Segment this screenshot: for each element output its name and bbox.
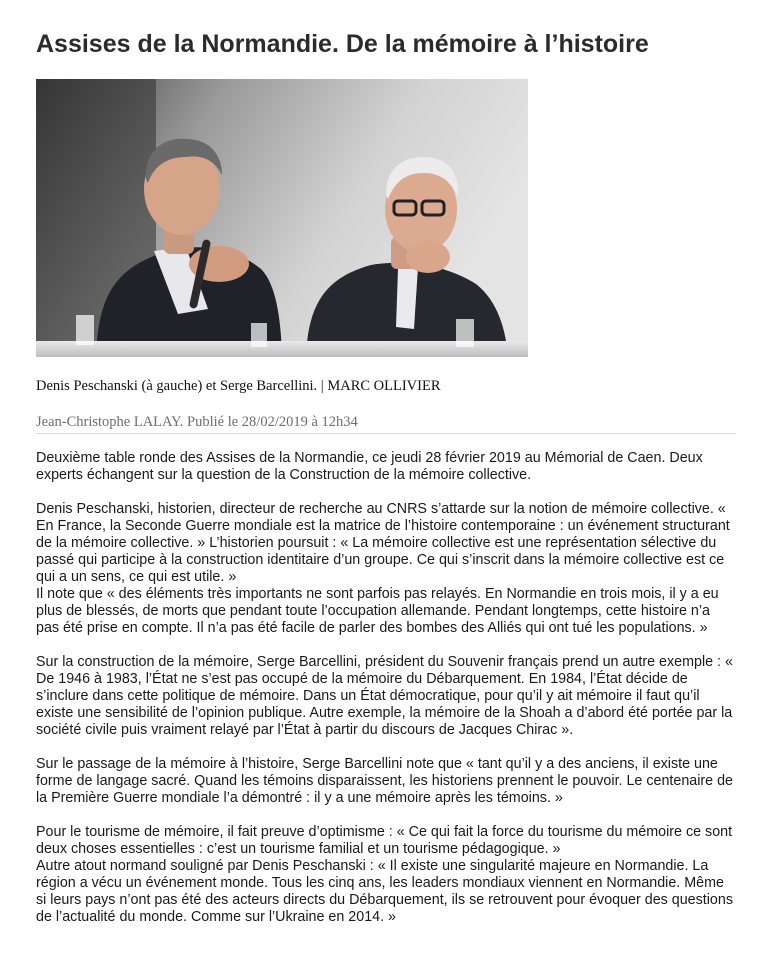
article-paragraph: Denis Peschanski, historien, directeur de recherche au CNRS s’attarde sur la notion de mémoire collective. « En France, la Seconde Guerre mondiale est la matrice de l’histoire contemporaine : un événement structurant de la mémoire collective. » L’historien poursuit : « La mémoire collective est une représentation sélective du passé qui participe à la construction identitaire d’un groupe. Ce qui s’inscrit dans la mémoire collective est ce qui a un sens, ce qui est utile. » (36, 501, 730, 585)
paragraph-spacer (36, 484, 736, 501)
article-body (36, 450, 736, 926)
article-paragraph: Pour le tourisme de mémoire, il fait preuve d’optimisme : « Ce qui fait la force du tourisme du mémoire ce sont deux choses essentielles : c’est un tourisme familial et un tourisme pédagogique. » (36, 824, 733, 857)
article-paragraph: Sur la construction de la mémoire, Serge Barcellini, président du Souvenir français prend un autre exemple : « De 1946 à 1983, l’État ne s’est pas occupé de la mémoire du Débarquement. En 1984, l’État décide de s’inclure dans cette politique de mémoire. Dans un État démocratique, pour qu’il y ait mémoire il faut qu’il existe une sensibilité de l’opinion publique. Autre exemple, la mémoire de la Shoah a d’abord été portée par la société civile puis vraiment relayé par l’État à partir du discours de Jacques Chirac ». (36, 654, 733, 738)
article-paragraph: Il note que « des éléments très importants ne sont parfois pas relayés. En Normandie en trois mois, il y a eu plus de blessés, de morts que pendant toute l’occupation allemande. Pendant longtemps, cette histoire n’a pas été prise en compte. Il n’a pas été facile de parler des bombes des Alliés qui ont tué les populations. » (36, 586, 719, 636)
article-byline: Jean-Christophe LALAY. Publié le 28/02/2019 à 12h34 (36, 413, 736, 434)
photo-caption: Denis Peschanski (à gauche) et Serge Barcellini. | MARC OLLIVIER (36, 378, 441, 394)
article-paragraph: Autre atout normand souligné par Denis Peschanski : « Il existe une singularité majeure en Normandie. La région a vécu un événement monde. Tous les cinq ans, les leaders mondiaux viennent en Normandie. Même si leurs pays n’ont pas été des acteurs directs du Débarquement, ils se retrouvent pour évoquer des questions de l’actualité du monde. Comme sur l’Ukraine en 2014. » (36, 858, 733, 925)
article-title: Assises de la Normandie. De la mémoire à l’histoire (36, 30, 649, 58)
photo-two-speakers (36, 79, 528, 357)
paragraph-spacer (36, 739, 736, 756)
article-photo (36, 79, 528, 357)
article-paragraph: Sur le passage de la mémoire à l’histoire, Serge Barcellini note que « tant qu’il y a des anciens, il existe une forme de langage sacré. Quand les témoins disparaissent, les historiens prennent le pouvoir. Le centenaire de la Première Guerre mondiale l’a démontré : il y a une mémoire après les témoins. » (36, 756, 733, 806)
article-paragraph: Deuxième table ronde des Assises de la Normandie, ce jeudi 28 février 2019 au Mémorial de Caen. Deux experts échangent sur la question de la Construction de la mémoire collective. (36, 450, 703, 483)
paragraph-spacer (36, 807, 736, 824)
paragraph-spacer (36, 637, 736, 654)
